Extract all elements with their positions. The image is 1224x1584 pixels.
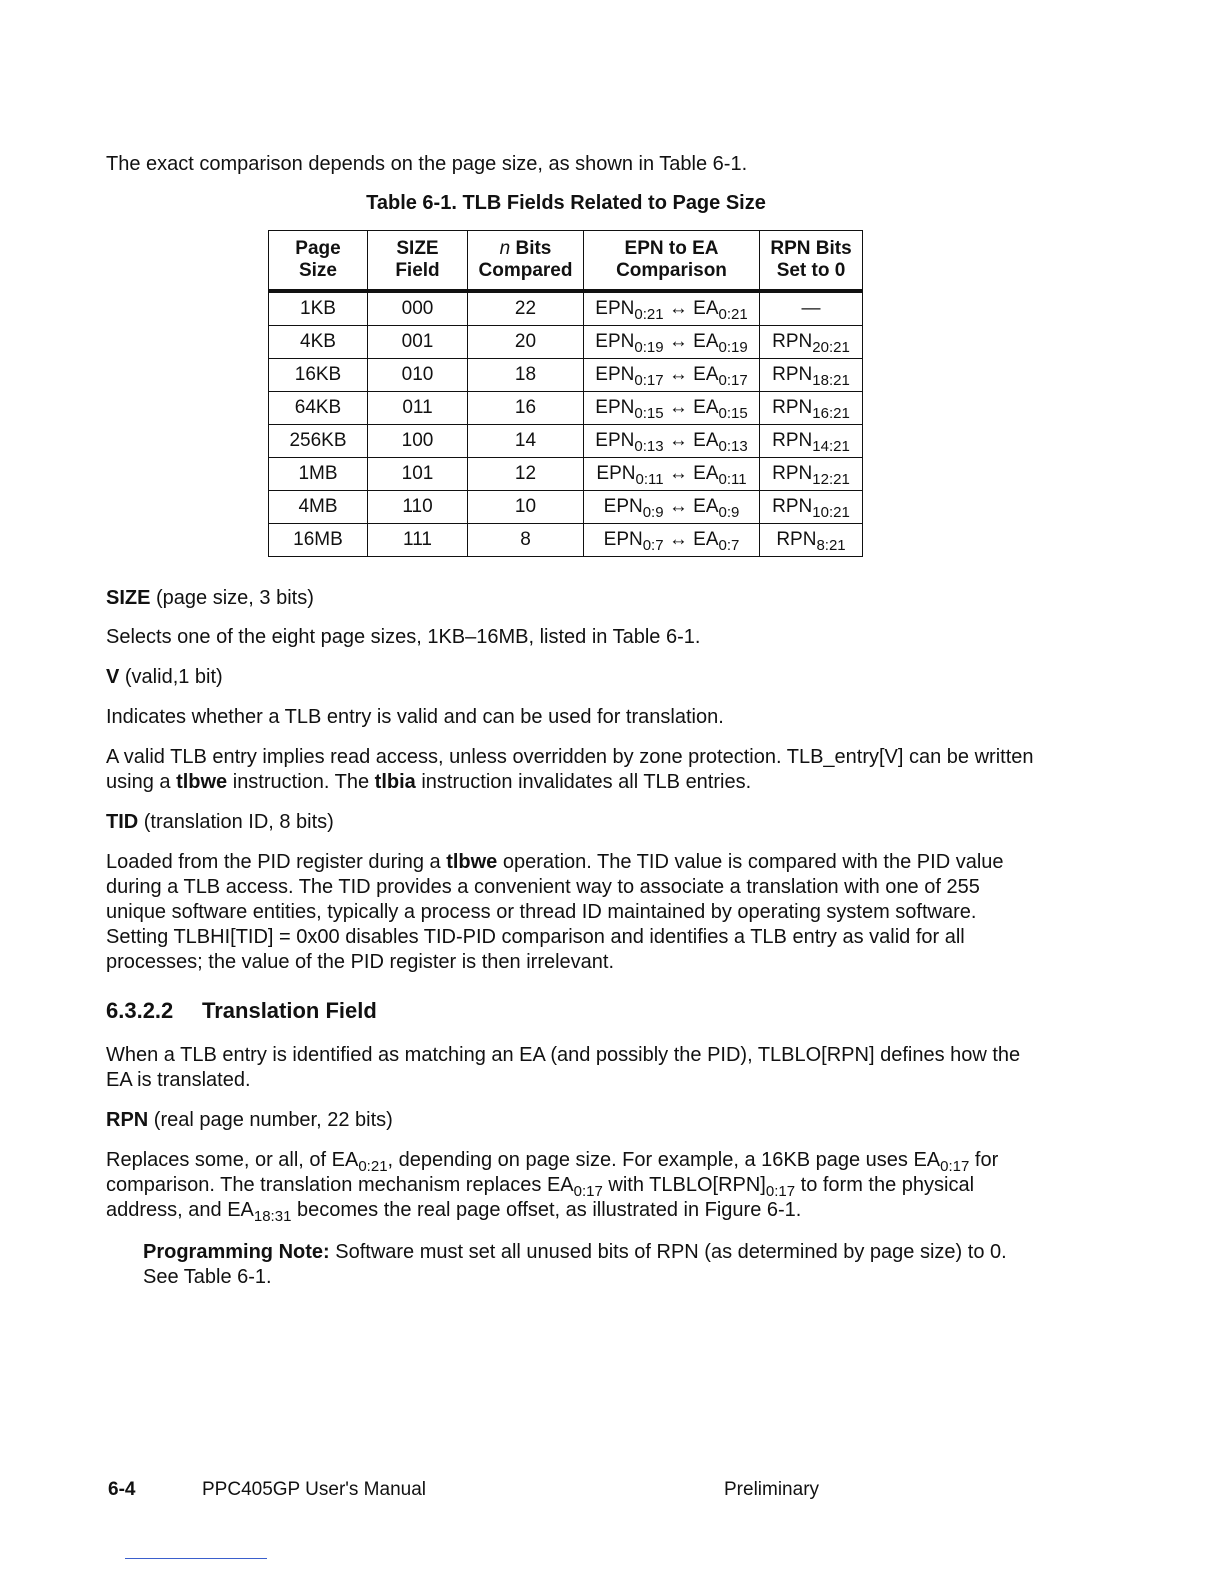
cell-size-field: 110: [368, 491, 468, 524]
cell-rpn-bits: $RPN_{12:21}$: [760, 458, 863, 491]
tlb-fields-table: [268, 230, 863, 557]
cell-page-size: 4MB: [269, 491, 368, 524]
cell-page-size: 1KB: [269, 291, 368, 326]
cell-epn-ea: $EPN_{0:9}$ ↔ $EA_{0:9}$: [584, 491, 760, 524]
cell-epn-ea: $EPN_{0:7}$ ↔ $EA_{0:7}$: [584, 524, 760, 557]
cell-n-bits: 8: [468, 524, 584, 557]
table-row: [269, 326, 863, 359]
table-row: [269, 524, 863, 557]
cell-page-size: 1MB: [269, 458, 368, 491]
table-row: [269, 392, 863, 425]
section-intro: When a TLB entry is identified as matching an EA (and possibly the PID), TLBLO[RPN] defines how the EA is translated.: [106, 1044, 1021, 1091]
v-desc: Indicates whether a TLB entry is valid and can be used for translation.: [106, 706, 724, 728]
cell-epn-ea: $EPN_{0:17}$ ↔ $EA_{0:17}$: [584, 359, 760, 392]
cell-n-bits: 16: [468, 392, 584, 425]
header-n-bits: n Bits Compared: [468, 231, 584, 292]
cell-n-bits: 22: [468, 291, 584, 326]
section-title: Translation Field: [202, 998, 377, 1023]
table-header-row: [269, 231, 863, 292]
rpn-term: RPN (real page number, 22 bits): [106, 1109, 393, 1131]
cell-rpn-bits: $RPN_{18:21}$: [760, 359, 863, 392]
cell-size-field: 001: [368, 326, 468, 359]
cell-page-size: 16MB: [269, 524, 368, 557]
section-number: 6.3.2.2: [106, 998, 174, 1023]
cell-n-bits: 12: [468, 458, 584, 491]
cell-n-bits: 10: [468, 491, 584, 524]
v-term: V (valid,1 bit): [106, 666, 223, 688]
cell-size-field: 100: [368, 425, 468, 458]
footer-page-number: 6-4: [108, 1479, 136, 1500]
table-row: [269, 291, 863, 326]
table-row: [269, 359, 863, 392]
cell-page-size: 4KB: [269, 326, 368, 359]
cell-epn-ea: $EPN_{0:15}$ ↔ $EA_{0:15}$: [584, 392, 760, 425]
section-heading: [106, 998, 377, 1024]
cell-size-field: 000: [368, 291, 468, 326]
cell-rpn-bits: $RPN_{8:21}$: [760, 524, 863, 557]
cell-size-field: 101: [368, 458, 468, 491]
cell-page-size: 64KB: [269, 392, 368, 425]
header-epn-ea: EPN to EA Comparison: [584, 231, 760, 292]
cell-size-field: 111: [368, 524, 468, 557]
cell-page-size: 16KB: [269, 359, 368, 392]
cell-epn-ea: $EPN_{0:21}$ ↔ $EA_{0:21}$: [584, 291, 760, 326]
programming-note: Programming Note: Software must set all unused bits of RPN (as determined by page size) to 0. See Table 6-1.: [143, 1241, 1007, 1288]
table-caption: Table 6-1. TLB Fields Related to Page Size: [366, 192, 766, 214]
header-size-field: SIZE Field: [368, 231, 468, 292]
tid-desc: Loaded from the PID register during a tlbwe operation. The TID value is compared with the PID value during a TLB access. The TID provides a convenient way to associate a translation with one of 255 unique software entities, typically a process or thread ID maintained by operating system software. Setting TLBHI[TID] = 0x00 disables TID-PID comparison and identifies a TLB entry as valid for all processes; the value of the PID register is then irrelevant.: [106, 851, 1004, 973]
header-page-size: Page Size: [269, 231, 368, 292]
table-row: [269, 491, 863, 524]
cell-epn-ea: $EPN_{0:13}$ ↔ $EA_{0:13}$: [584, 425, 760, 458]
cell-epn-ea: $EPN_{0:19}$ ↔ $EA_{0:19}$: [584, 326, 760, 359]
table-row: [269, 425, 863, 458]
cell-n-bits: 20: [468, 326, 584, 359]
tid-term: TID (translation ID, 8 bits): [106, 811, 334, 833]
footer-manual-title: PPC405GP User's Manual: [202, 1479, 426, 1500]
cell-n-bits: 18: [468, 359, 584, 392]
cell-rpn-bits: $RPN_{14:21}$: [760, 425, 863, 458]
v-desc-2: A valid TLB entry implies read access, unless overridden by zone protection. TLB_entry[V] can be written using a tlbwe instruction. The tlbia instruction invalidates all TLB entries.: [106, 746, 1034, 793]
cell-rpn-bits: $RPN_{20:21}$: [760, 326, 863, 359]
cell-page-size: 256KB: [269, 425, 368, 458]
table-row: [269, 458, 863, 491]
size-desc: Selects one of the eight page sizes, 1KB–16MB, listed in Table 6-1.: [106, 626, 701, 648]
footer-status: Preliminary: [724, 1479, 820, 1500]
cell-rpn-bits: $RPN_{16:21}$: [760, 392, 863, 425]
header-rpn-bits: RPN Bits Set to 0: [760, 231, 863, 292]
intro-text: The exact comparison depends on the page size, as shown in Table 6-1.: [106, 153, 748, 175]
cell-rpn-bits: —: [760, 291, 863, 326]
size-term: SIZE (page size, 3 bits): [106, 587, 314, 609]
cell-size-field: 010: [368, 359, 468, 392]
cell-epn-ea: $EPN_{0:11}$ ↔ $EA_{0:11}$: [584, 458, 760, 491]
bottom-rule: [125, 1558, 267, 1559]
rpn-desc: Replaces some, or all, of $EA_{0:21}$, depending on page size. For example, a 16KB page uses $EA_{0:17}$ for comparison. The translation mechanism replaces $EA_{0:17}$ with $TLBLO[RPN]_{0:17}$ to form the physical address, and $EA_{18:31}$ becomes the real page offset, as illustrated in Figure 6-1.: [106, 1149, 999, 1225]
cell-rpn-bits: $RPN_{10:21}$: [760, 491, 863, 524]
cell-size-field: 011: [368, 392, 468, 425]
cell-n-bits: 14: [468, 425, 584, 458]
